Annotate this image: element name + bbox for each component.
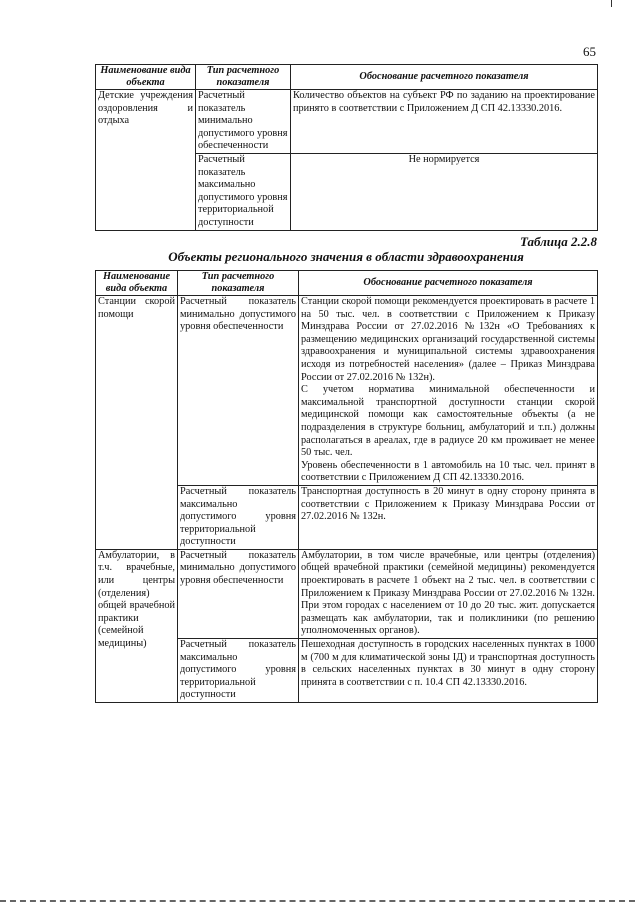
- basis-cell: [299, 296, 598, 486]
- header-object-name: Наименование вида объекта: [96, 65, 196, 90]
- indicator-type-cell: Расчетный показатель минимально допустимого уровня обеспеченности: [178, 549, 299, 638]
- header-indicator-type: Тип расчетного показателя: [196, 65, 291, 90]
- page-number: 65: [583, 44, 596, 59]
- indicator-type-cell: Расчетный показатель минимально допустимого уровня обеспеченности: [178, 296, 299, 486]
- object-name-cell: Детские учреждения оздоровления и отдыха: [96, 90, 196, 231]
- indicator-type-cell: Расчетный показатель максимально допустимого уровня территориальной доступности: [178, 639, 299, 703]
- indicator-type-cell: Расчетный показатель максимально допустимого уровня территориальной доступности: [196, 153, 291, 230]
- table-row: [96, 296, 598, 486]
- basis-paragraph: Станции скорой помощи рекомендуется проектировать в расчете 1 на 50 тыс. чел. в соответствии с Приложением к Приказу Минздрава России от 27.02.2016 №132н «О Требованиях к размещению медицинских организаций государственной системы здравоохранения и муниципальной системы здравоохранения исходя из потребностей населения» (далее – Приказ Минздрава России от 27.02.2016 № 132н).: [301, 296, 595, 383]
- basis-cell: Пешеходная доступность в городских населенных пунктах в 1000 м (700 м для климатической зоны IД) и транспортная доступность в сельских населенных пунктах в 30 минут в одну сторону принята в соответствии с п. 10.4 СП 42.13330.2016.: [299, 639, 598, 703]
- table-label: Таблица 2.2.8: [519, 234, 597, 249]
- object-name-cell: Амбулатории, в т.ч. врачебные, или центры (отделения) общей врачебной практики (семейной медицины): [96, 549, 178, 702]
- header-indicator-type: Тип расчетного показателя: [178, 271, 299, 296]
- header-object-name: Наименование вида объекта: [96, 271, 178, 296]
- basis-cell: Не нормируется: [291, 153, 598, 230]
- basis-cell: Транспортная доступность в 20 минут в одну сторону принята в соответствии с Приложением к Приказу Минздрава России от 27.02.2016 № 132н.: [299, 485, 598, 549]
- table-row: [96, 90, 598, 154]
- indicator-type-cell: Расчетный показатель минимально допустимого уровня обеспеченности: [196, 90, 291, 154]
- table-title: Объекты регионального значения в области здравоохранения: [168, 249, 524, 264]
- basis-cell: Амбулатории, в том числе врачебные, или центры (отделения) общей врачебной практики (семейной медицины) рекомендуется проектировать в расчете 1 объект на 2 тыс. чел. в соответствии с Приложением к Приказу Минздрава России от 27.02.2016 № 132н. При этом городах с населением от 10 до 20 тыс. жит. допускается размещать как амбулатории, так и поликлиники (по решению уполномоченных органов).: [299, 549, 598, 638]
- table-row: [96, 549, 598, 638]
- basis-paragraph: С учетом норматива минимальной обеспеченности и максимальной транспортной доступности станции скорой медицинской помощи как самостоятельные объекты (а не подразделения в структуре больниц, амбулаторий и т.п.) должны располагаться в ареалах, где в радиусе 20 км проживает не менее 50 тыс. чел.: [301, 384, 595, 459]
- object-name-cell: Станции скорой помощи: [96, 296, 178, 550]
- header-basis: Обоснование расчетного показателя: [299, 271, 598, 296]
- page-edge-mark: [611, 0, 612, 7]
- table-header-row: [96, 65, 598, 90]
- table-healthcare-objects: [95, 270, 598, 703]
- basis-cell: Количество объектов на субъект РФ по заданию на проектирование принято в соответствии с Приложением Д СП 42.13330.2016.: [291, 90, 598, 154]
- table-recreation-objects: [95, 64, 598, 231]
- basis-paragraph: Уровень обеспеченности в 1 автомобиль на 10 тыс. чел. принят в соответствии с Приложением Д СП 42.13330.2016.: [301, 459, 595, 484]
- scan-edge-line: [0, 900, 635, 902]
- indicator-type-cell: Расчетный показатель максимально допустимого уровня территориальной доступности: [178, 485, 299, 549]
- header-basis: Обоснование расчетного показателя: [291, 65, 598, 90]
- table-header-row: [96, 271, 598, 296]
